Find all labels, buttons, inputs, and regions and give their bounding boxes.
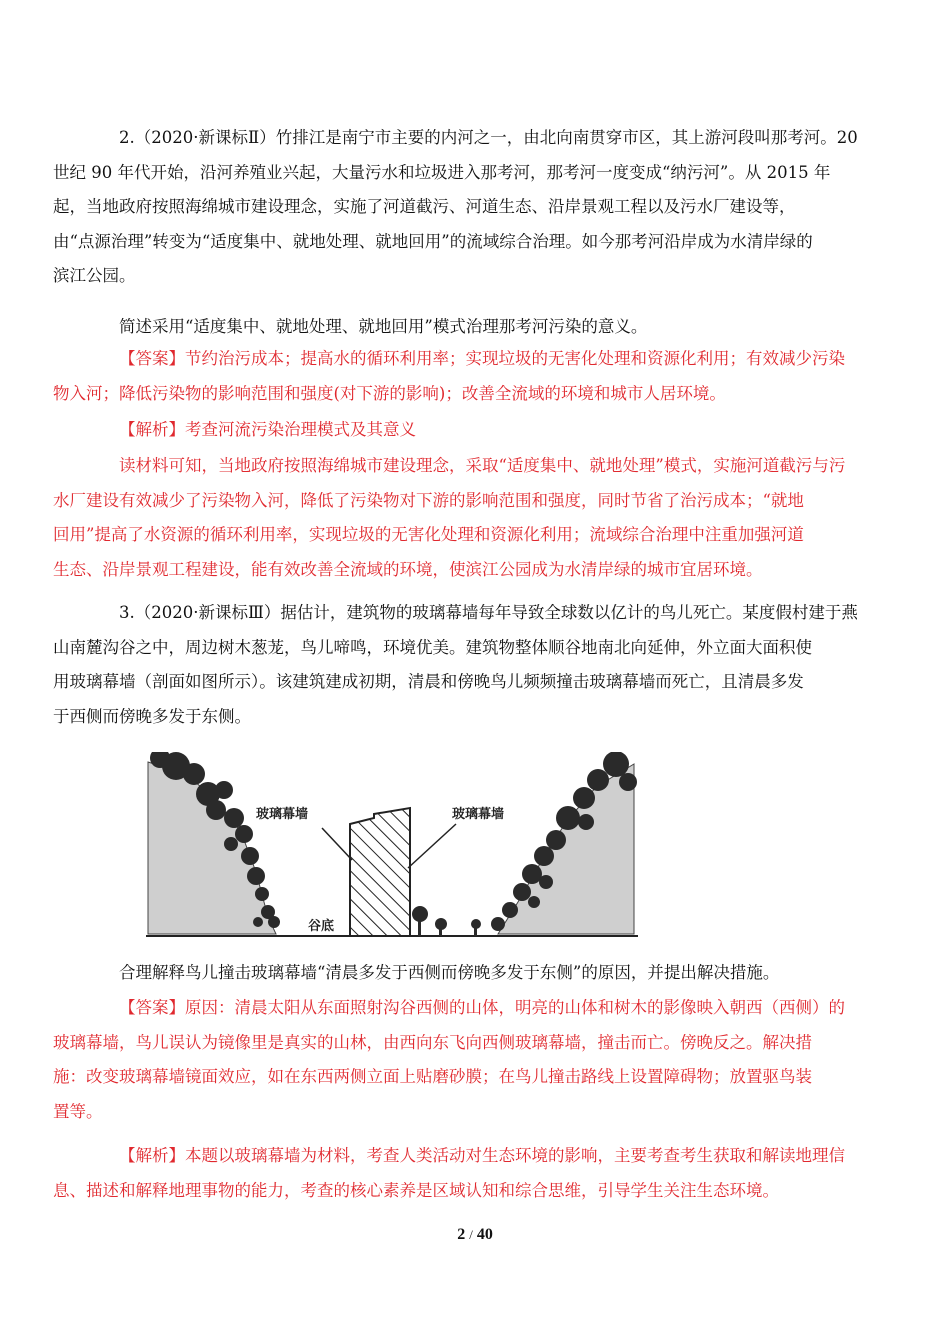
q2-analysis-title: [86, 413, 866, 448]
q3-question: [86, 956, 866, 991]
valley-trees: [412, 906, 481, 936]
right-label-leader: [408, 824, 456, 868]
q3-stem-line: 山南麓沟谷之中，周边树木葱茏，鸟儿啼鸣，环境优美。建筑物整体顺谷地南北向延伸，外立面大面积使: [53, 637, 812, 657]
q2-stem-line: 起，当地政府按照海绵城市建设理念，实施了河道截污、河道生态、沿岸景观工程以及污水厂建设等，: [53, 197, 796, 216]
q3-answer-line: 玻璃幕墙，鸟儿误认为镜像里是真实的山林，由西向东飞向西侧玻璃幕墙，撞击而亡。傍晚反之。解决措: [53, 1032, 812, 1052]
q3-analysis-line: 息、描述和解释地理事物的能力，考查的核心素养是区域认知和综合思维，引导学生关注生态环境。: [53, 1180, 779, 1200]
current-page: 2: [457, 1226, 466, 1243]
q2-stem-line: 2.（2020·新课标Ⅱ）竹排江是南宁市主要的内河之一，由北向南贯穿市区，其上游河段叫那考河。20: [119, 128, 858, 147]
q3-answer-line: 置等。: [53, 1101, 103, 1121]
q2-stem: [53, 121, 866, 294]
building: [350, 808, 410, 936]
q2-answer-line: 物入河；降低污染物的影响范围和强度(对下游的影响)；改善全流域的环境和城市人居环境。: [53, 383, 726, 403]
q2-question: [86, 310, 866, 345]
q3-stem: [53, 596, 866, 734]
q2-analysis-title-text: 【解析】考查河流污染治理模式及其意义: [119, 420, 416, 439]
q2-analysis-line: 回用”提高了水资源的循环利用率，实现垃圾的无害化处理和资源化利用；流域综合治理中注重加强河道: [53, 525, 804, 544]
q3-analysis: [53, 1139, 866, 1208]
q2-stem-line: 世纪 90 年代开始，沿河养殖业兴起，大量污水和垃圾进入那考河，那考河一度变成“纳污河”。从 2015 年: [53, 162, 831, 182]
valley-cross-section-figure: [146, 752, 638, 947]
q2-stem-line: 由“点源治理”转变为“适度集中、就地处理、就地回用”的流域综合治理。如今那考河沿岸成为水清岸绿的: [53, 231, 813, 251]
q3-analysis-line: 【解析】本题以玻璃幕墙为材料，考查人类活动对生态环境的影响，主要考查考生获取和解读地理信: [119, 1146, 845, 1165]
q2-answer-line: 【答案】节约治污成本；提高水的循环利用率；实现垃圾的无害化处理和资源化利用；有效减少污染: [119, 349, 845, 368]
left-label-leader: [322, 828, 352, 860]
q3-stem-line: 3.（2020·新课标Ⅲ）据估计，建筑物的玻璃幕墙每年导致全球数以亿计的鸟儿死亡。某度假村建于燕: [119, 603, 858, 622]
q3-answer-line: 施：改变玻璃幕墙镜面效应，如在东西两侧立面上贴磨砂膜；在鸟儿撞击路线上设置障碍物；放置驱鸟装: [53, 1067, 812, 1086]
q2-analysis-line: 生态、沿岸景观工程建设，能有效改善全流域的环境，使滨江公园成为水清岸绿的城市宜居环境。: [53, 559, 763, 579]
q3-stem-line: 于西侧而傍晚多发于东侧。: [53, 706, 251, 726]
right-glass-wall-label: 玻璃幕墙: [452, 807, 505, 822]
q2-stem-line: 滨江公园。: [53, 266, 136, 285]
q3-question-text: 合理解释鸟儿撞击玻璃幕墙“清晨多发于西侧而傍晚多发于东侧”的原因，并提出解决措施。: [119, 963, 780, 982]
page-number: [0, 1226, 950, 1244]
q3-answer-line: 【答案】原因：清晨太阳从东面照射沟谷西侧的山体，明亮的山体和树木的影像映入朝西（西侧）的: [119, 998, 845, 1017]
total-pages: 40: [476, 1226, 493, 1243]
q3-stem-line: 用玻璃幕墙（剖面如图所示）。该建筑建成初期，清晨和傍晚鸟儿频频撞击玻璃幕墙而死亡，且清晨多发: [53, 672, 804, 691]
left-glass-wall-label: 玻璃幕墙: [256, 807, 309, 822]
page-separator: /: [469, 1227, 473, 1242]
q2-analysis-line: 读材料可知，当地政府按照海绵城市建设理念，采取“适度集中、就地处理”模式，实施河道截污与污: [119, 456, 846, 475]
right-mountain-slope: [498, 764, 634, 934]
q2-answer: [53, 342, 866, 411]
valley-floor-label: 谷底: [308, 919, 335, 934]
q2-analysis-line: 水厂建设有效减少了污染物入河，降低了污染物对下游的影响范围和强度，同时节省了治污成本；“就地: [53, 490, 804, 510]
q2-question-text: 简述采用“适度集中、就地处理、就地回用”模式治理那考河污染的意义。: [119, 317, 648, 336]
q3-answer: [53, 991, 866, 1129]
q2-analysis: [53, 449, 866, 587]
valley-diagram: [146, 752, 638, 947]
